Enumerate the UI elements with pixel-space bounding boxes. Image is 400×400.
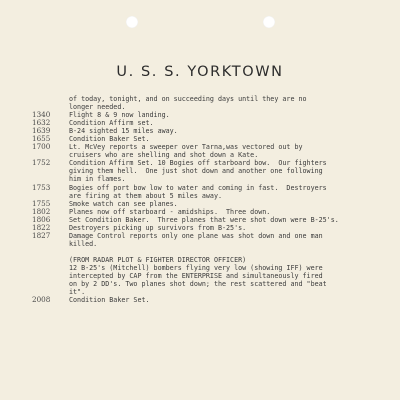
log-text: Condition Affirm set. [69,119,154,128]
log-text: Destroyers picking up survivors from B-25's. [69,223,247,232]
log-text: Bogies off port bow low to water and coming in fast. Destroyers are firing at them about 5 miles away. [69,183,327,200]
log-entry [32,200,394,208]
log-text: Planes now off starboard - amidships. Three down. [69,207,271,216]
log-entry [32,95,394,111]
log-text: Condition Affirm Set. 10 Bogies off starboard bow. Our fighters giving them hell. One just shot down and another one following him in flames. [69,159,327,184]
log-entry [32,296,394,304]
log-body [32,95,394,304]
log-time: 1752 [32,158,51,168]
log-text: of today, tonight, and on succeeding days until they are no longer needed. [69,95,307,112]
log-entry [32,119,394,127]
log-entry [32,111,394,119]
log-text: Flight 8 & 9 now landing. [69,111,170,120]
paragraph-gap [32,248,394,256]
log-time: 1639 [32,126,51,136]
log-time: 1802 [32,206,51,216]
log-time: 1340 [32,110,51,120]
log-entry [32,184,394,200]
log-time: 1755 [32,198,51,208]
binder-hole-right [263,16,275,28]
log-time: 2008 [32,295,51,305]
log-time: 1700 [32,142,51,152]
log-text: Condition Baker Set. [69,135,150,144]
log-entry [32,143,394,159]
log-time: 1753 [32,182,51,192]
log-time: 1827 [32,230,51,240]
binder-hole-left [126,16,138,28]
log-entry [32,127,394,135]
log-time: 1655 [32,134,51,144]
log-text: Smoke watch can see planes. [69,199,178,208]
log-entry [32,208,394,216]
log-text: Damage Control reports only one plane was shot down and one man killed. [69,231,323,248]
log-entry [32,159,394,183]
log-entry [32,256,394,296]
log-entry [32,216,394,224]
document-title: U. S. S. YORKTOWN [116,64,284,80]
log-text: Lt. McVey reports a sweeper over Tarna,was vectored out by cruisers who are shelling and shot down a Kate. [69,143,303,160]
log-text: Condition Baker Set. [69,296,150,305]
log-entry [32,135,394,143]
log-text: Set Condition Baker. Three planes that were shot down were B-25's. [69,215,339,224]
log-entry [32,232,394,248]
log-time: 1806 [32,214,51,224]
log-time: 1822 [32,222,51,232]
log-time: 1632 [32,118,51,128]
log-text: (FROM RADAR PLOT & FIGHTER DIRECTOR OFFICER) 12 B-25's (Mitchell) bombers flying very low (showing IFF) were intercepted by CAP from the ENTERPRISE and simultaneously fired on by 2 DD's. Two planes shot down; the rest scattered and "beat it". [69,255,327,297]
log-text: B-24 sighted 15 miles away. [69,127,178,136]
log-entry [32,224,394,232]
